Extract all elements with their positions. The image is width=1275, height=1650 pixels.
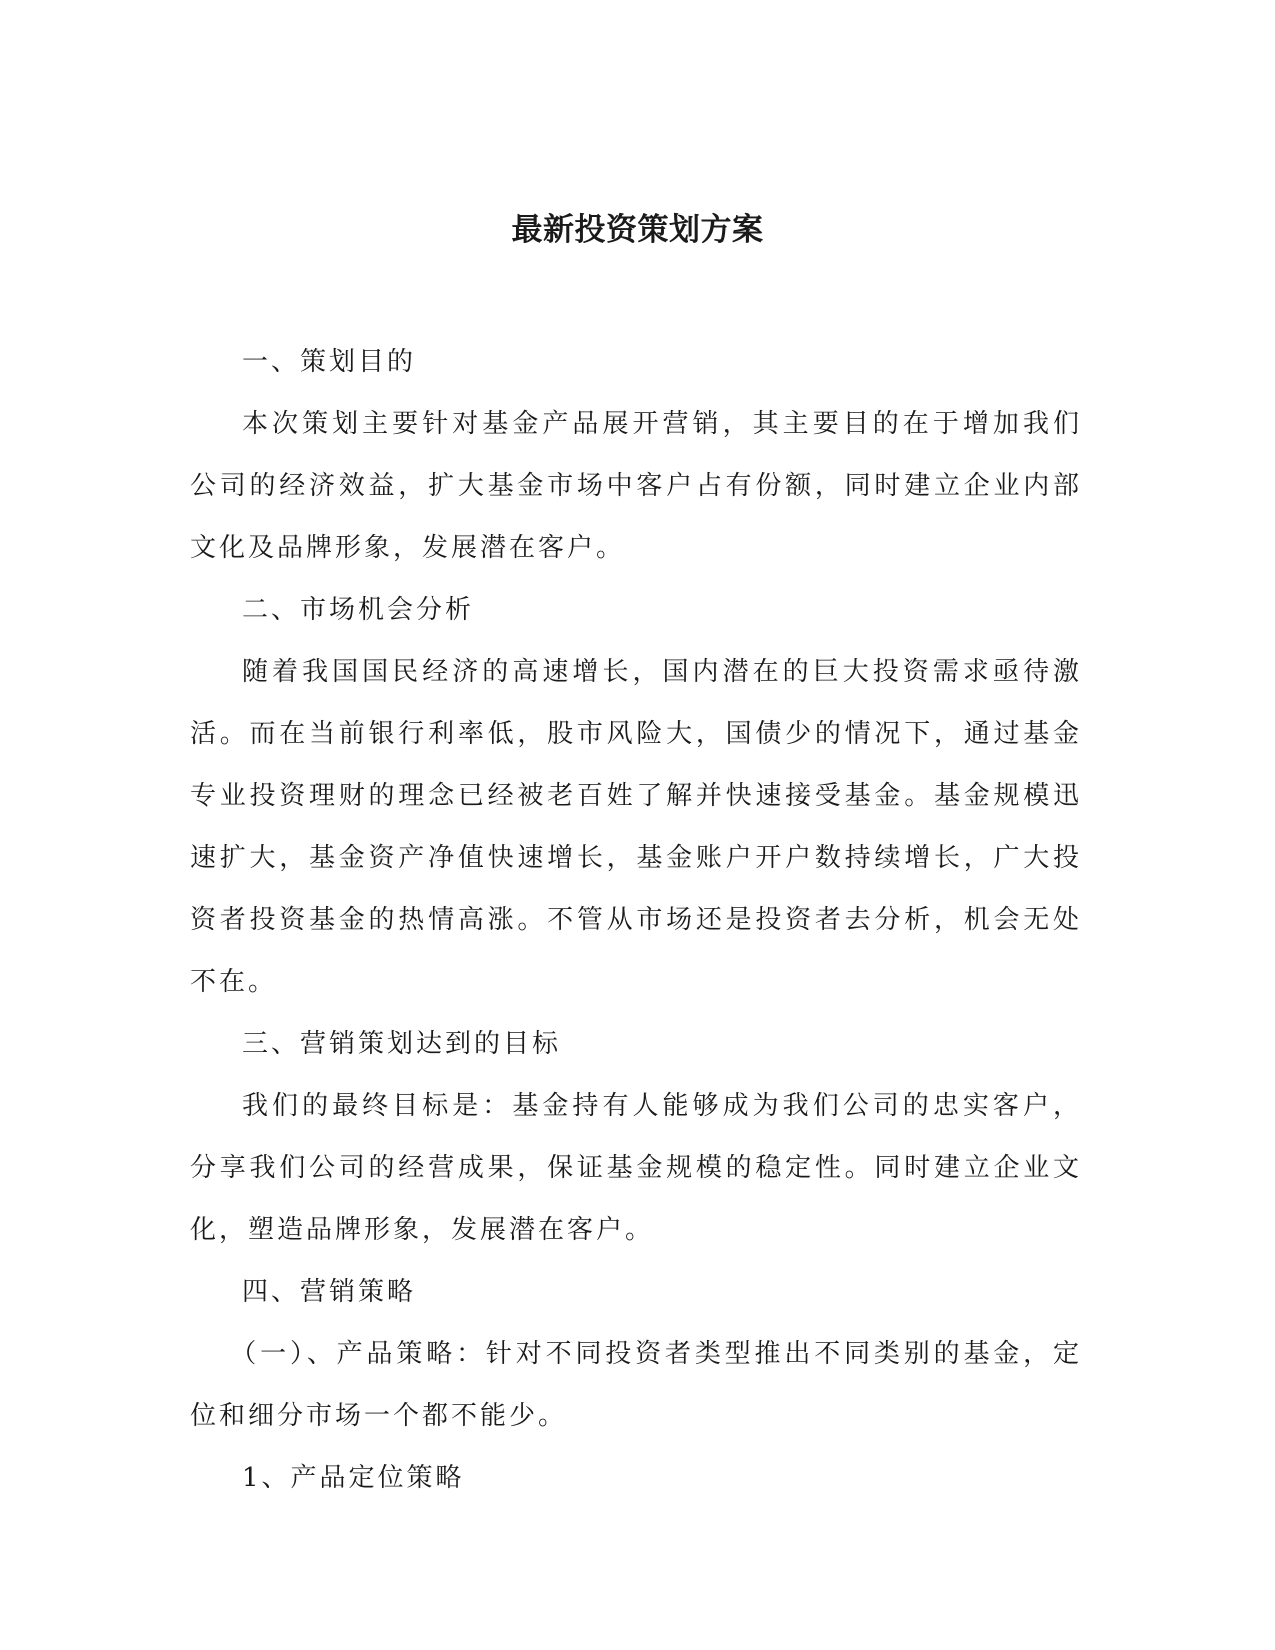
subheading-product-positioning: 1、产品定位策略 [242,1463,465,1493]
section-heading-purpose: 一、策划目的 [242,347,417,377]
section-heading-strategy: 四、营销策略 [242,1277,417,1307]
paragraph-purpose: 本次策划主要针对基金产品展开营销，其主要目的在于增加我们公司的经济效益，扩大基金市场中客户占有份额，同时建立企业内部文化及品牌形象，发展潜在客户。 [190,409,1082,563]
document-body [190,331,1082,1509]
section-heading-market-analysis: 二、市场机会分析 [242,595,475,625]
paragraph-goals: 我们的最终目标是：基金持有人能够成为我们公司的忠实客户，分享我们公司的经营成果，保证基金规模的稳定性。同时建立企业文化，塑造品牌形象，发展潜在客户。 [190,1091,1082,1245]
paragraph-market-analysis: 随着我国国民经济的高速增长，国内潜在的巨大投资需求亟待激活。而在当前银行利率低，股市风险大，国债少的情况下，通过基金专业投资理财的理念已经被老百姓了解并快速接受基金。基金规模迅速扩大，基金资产净值快速增长，基金账户开户数持续增长，广大投资者投资基金的热情高涨。不管从市场还是投资者去分析，机会无处不在。 [190,657,1082,997]
paragraph-product-strategy: （一）、产品策略：针对不同投资者类型推出不同类别的基金，定位和细分市场一个都不能少。 [190,1339,1082,1431]
section-heading-goals: 三、营销策划达到的目标 [242,1029,562,1059]
document-title: 最新投资策划方案 [511,212,764,248]
